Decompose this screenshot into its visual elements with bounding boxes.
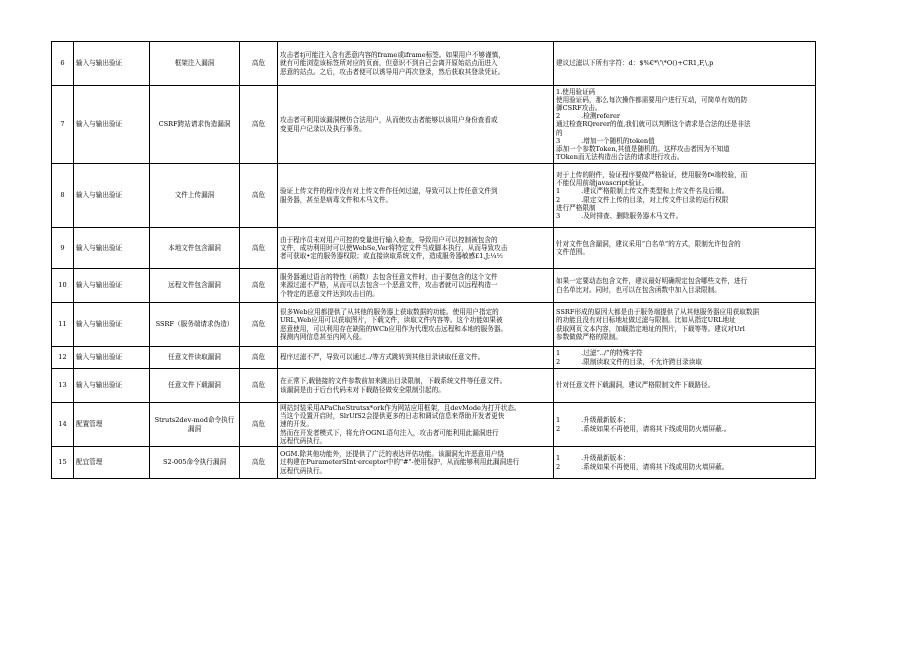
text-line: 的功能且没有对目标地址做过滤与限制。比如从指定URL地址 bbox=[556, 316, 736, 325]
text-line: 进行严格限制 bbox=[556, 203, 596, 212]
table-row bbox=[52, 369, 816, 403]
text-line: 白名单比对。同时，也可以在包含函数中加入目录限制。 bbox=[556, 285, 721, 294]
text-line: 2 .限定文件上传的目录，对上传文件目录的运行权限 bbox=[556, 195, 729, 204]
row-risk-level: 高危 bbox=[240, 347, 278, 369]
row-vuln-name: Struts2dev-mod命令执行漏洞 bbox=[150, 403, 240, 447]
text-line: 过构建在PurameterSInt·erceptor中的"#"-使用保护，从而能够利用此漏洞进行 bbox=[280, 458, 520, 467]
text-line: 参数做做严格的限制。 bbox=[556, 332, 622, 341]
text-line: 3 .及时排查、删除服务器木马文件。 bbox=[556, 211, 683, 220]
row-risk-level: 高危 bbox=[240, 164, 278, 228]
text-line: 恶意的站点。之后，攻击者便可以诱导用户再次登录，然后获取其登录凭证。 bbox=[280, 67, 505, 76]
table-row bbox=[52, 228, 816, 269]
text-line: 然而在开发者模式下，将允许OGNL语句注入，攻击者可能利用此漏洞进行 bbox=[280, 428, 499, 437]
row-remediation bbox=[554, 347, 816, 369]
vulnerability-table bbox=[51, 41, 816, 479]
table-row bbox=[52, 347, 816, 369]
row-risk-level: 高危 bbox=[240, 303, 278, 347]
text-line: 探测内网信息甚至内网入侵。 bbox=[280, 332, 366, 341]
row-number: 7 bbox=[52, 86, 74, 164]
row-category: 输入与输出验证 bbox=[74, 369, 150, 403]
text-line: SSRF形成的原因大都是由于服务端提供了从其他服务器应用获取数据 bbox=[556, 308, 760, 317]
text-line: 攻击者可利用该漏洞模仿合法用户，从而使攻击者能够以该用户身份查看或 bbox=[280, 116, 498, 125]
row-description bbox=[278, 86, 554, 164]
text-line: 针对任意文件下载漏洞，建议严格限制文件下载路径。 bbox=[556, 381, 715, 390]
text-line: TOken而无法构造出合法的请求进行攻击。 bbox=[556, 152, 684, 161]
row-category: 输入与输出验证 bbox=[74, 42, 150, 86]
text-line: 2 .检测referer bbox=[556, 112, 621, 121]
table-row bbox=[52, 303, 816, 347]
row-number: 12 bbox=[52, 347, 74, 369]
row-remediation bbox=[554, 86, 816, 164]
row-vuln-name: S2-005命令执行漏洞 bbox=[150, 447, 240, 479]
row-vuln-name: 任意文件读取漏洞 bbox=[150, 347, 240, 369]
table-row bbox=[52, 164, 816, 228]
text-line: 远程代码执行。 bbox=[280, 466, 327, 475]
row-number: 8 bbox=[52, 164, 74, 228]
text-line: URL,Web应用可以获取图片，下载文件，读取文件内容等。这个功能如果被 bbox=[280, 316, 503, 325]
text-line: 添加一个参数Token,其值是随机的。这样攻击者因为不知道 bbox=[556, 144, 730, 153]
row-number: 15 bbox=[52, 447, 74, 479]
row-remediation bbox=[554, 403, 816, 447]
row-category: 输入与输出验证 bbox=[74, 86, 150, 164]
text-line: 来源过滤不严格，从而可以去包含一个恶意文件，攻击者就可以远程构造一 bbox=[280, 281, 498, 290]
text-line: 验证上传文件的程序没有对上传文件作任何过滤，导致可以上传任意文件到 bbox=[280, 187, 498, 196]
text-line: 不能仅用前端javascript验证。 bbox=[556, 179, 649, 188]
row-category: 输入与输出验证 bbox=[74, 347, 150, 369]
row-description bbox=[278, 347, 554, 369]
row-category: 输入与输出验证 bbox=[74, 164, 150, 228]
text-line: 通过检查RQrerer的值,我们就可以判断这个请求是合法的还是非法 bbox=[556, 120, 751, 129]
text-line: 针对文件包含漏洞，建议采用“白名单”的方式，限制允许包含的 bbox=[556, 239, 741, 248]
row-number: 9 bbox=[52, 228, 74, 269]
row-risk-level: 高危 bbox=[240, 86, 278, 164]
row-category: 输入与输出验证 bbox=[74, 269, 150, 303]
row-description bbox=[278, 403, 554, 447]
text-line: 1 .升级最新版本； bbox=[556, 416, 630, 425]
text-line: 个特定的恶意文件达到攻击目的。 bbox=[280, 289, 379, 298]
row-vuln-name: 框架注入漏洞 bbox=[150, 42, 240, 86]
row-remediation bbox=[554, 369, 816, 403]
text-line: 服务器，甚至是病毒文件和木马文件。 bbox=[280, 195, 393, 204]
row-vuln-name: CSRF跨站请求伪造漏洞 bbox=[150, 86, 240, 164]
text-line: 使用验证码，那么每次操作都需要用户进行互动，可简单有效的防 bbox=[556, 96, 748, 105]
text-line: 获取网页文本内容，加载指定地址的图片，下载等等。建议对Url bbox=[556, 324, 745, 333]
table-row bbox=[52, 403, 816, 447]
text-line: 1 .过滤“../”的特殊字符 bbox=[556, 349, 643, 358]
text-line: 该漏洞是由于后台代码未对下载路径做安全限制引起的。 bbox=[280, 385, 445, 394]
text-line: 就有可能浏览该标签所对应的页面，但意识不到自己会离开原始站点而进入 bbox=[280, 59, 498, 68]
text-line: 者可获取•定的服务器权限；或直接读取系统文件，造成服务器敏感£1,J;¼½ bbox=[280, 252, 503, 261]
row-remediation bbox=[554, 42, 816, 86]
text-line: 恶意使用，可以利用存在缺陷的WCb应用作为代理攻击远程和本地的服务器。 bbox=[280, 324, 508, 333]
text-line: 远程代码执行。 bbox=[280, 436, 327, 445]
text-line: 当这个设置开启时，SlrUfS2会提供更多的日志和调试信息来帮助开发者更快 bbox=[280, 412, 505, 421]
row-number: 13 bbox=[52, 369, 74, 403]
text-line: 的 bbox=[556, 128, 563, 137]
text-line: 文件，成功利用时可以使WebSe,Ver将特定文件当成脚本执行，从而导致攻击 bbox=[280, 243, 508, 252]
text-line: 对于上传的附件，验证程序要做严格验证，使用服务f¤端校验，而 bbox=[556, 171, 748, 180]
text-line: 攻击者‡j可能注入含有恶意内容的frame或iframe标签。如果用户不够谨慎， bbox=[280, 51, 505, 60]
table-row bbox=[52, 269, 816, 303]
text-line: 建议过滤以下所有字符：d：$%€*\'\*O()+CR1,F,\,p bbox=[556, 59, 714, 68]
row-remediation bbox=[554, 164, 816, 228]
row-vuln-name: 本地文件包含漏洞 bbox=[150, 228, 240, 269]
row-vuln-name: 远程文件包含漏洞 bbox=[150, 269, 240, 303]
row-risk-level: 高危 bbox=[240, 269, 278, 303]
text-line: 2 .系统如果不再使用，请将其下线或用防火墙屏蔽。 bbox=[556, 462, 729, 471]
row-number: 11 bbox=[52, 303, 74, 347]
row-vuln-name: 文件上传漏洞 bbox=[150, 164, 240, 228]
row-risk-level: 高危 bbox=[240, 403, 278, 447]
text-line: 1.使用验证码 bbox=[556, 88, 596, 97]
row-risk-level: 高危 bbox=[240, 369, 278, 403]
text-line: 3 .增加一个随机的token值 bbox=[556, 136, 655, 145]
text-line: 网站封装采用APaCheStrutsx*ork作为网站应用框架，且devMode为打开状态。 bbox=[280, 404, 521, 413]
table-row bbox=[52, 86, 816, 164]
row-description bbox=[278, 228, 554, 269]
row-risk-level: 高危 bbox=[240, 42, 278, 86]
row-category: 配宜管理 bbox=[74, 447, 150, 479]
row-category: 输入与输出验证 bbox=[74, 303, 150, 347]
row-risk-level: 高危 bbox=[240, 447, 278, 479]
text-line: 在正常下,载链接的文件参数前加来跳出目录限制，下载系统文件等任意文件。 bbox=[280, 377, 507, 386]
row-vuln-name: SSRF（服务端请求伪造） bbox=[150, 303, 240, 347]
text-line: 服务器通过语言的特性（函数）去包含任意文件时，由于要包含的这个文件 bbox=[280, 273, 498, 282]
row-description bbox=[278, 369, 554, 403]
text-line: 2 .系统如果不再使用，请将其下线或用防火墙屏蔽.。 bbox=[556, 424, 731, 433]
row-number: 10 bbox=[52, 269, 74, 303]
row-number: 14 bbox=[52, 403, 74, 447]
row-risk-level: 高危 bbox=[240, 228, 278, 269]
text-line: 如果一定要动态包含文件，建议最好明确规定包含哪些文件，进行 bbox=[556, 277, 748, 286]
row-remediation bbox=[554, 447, 816, 479]
row-number: 6 bbox=[52, 42, 74, 86]
row-category: 配置管理 bbox=[74, 403, 150, 447]
text-line: 很多Web应用都提供了从其他的服务器上获取数据的功能。使用用户指定的 bbox=[280, 308, 499, 317]
text-line: 1 .建议严格限制上传文件类型和上传文件名及后缀。 bbox=[556, 187, 729, 196]
text-line: 由于程序员未对用户可控的变量进行输入检查，导致用户可以控制被包含的 bbox=[280, 235, 498, 244]
table-row bbox=[52, 42, 816, 86]
text-line: 文件范围。 bbox=[556, 248, 589, 256]
text-line: 2 .限制读取文件的目录，不允许跨目录读取 bbox=[556, 357, 702, 366]
table-row bbox=[52, 447, 816, 479]
row-vuln-name: 任意文件下载漏洞 bbox=[150, 369, 240, 403]
text-line: OGM.除其他功能外，还提供了广泛的表达评估功能。该漏洞允许恶意用户绕 bbox=[280, 450, 504, 459]
row-category: 输入与输出验证 bbox=[74, 228, 150, 269]
row-description bbox=[278, 303, 554, 347]
row-description bbox=[278, 447, 554, 479]
text-line: 程序过滤不严，导致可以通过../等方式跳转到其他目录读取任意文件。 bbox=[280, 353, 485, 362]
row-description bbox=[278, 269, 554, 303]
row-remediation bbox=[554, 303, 816, 347]
text-line: 速的开发。 bbox=[280, 420, 313, 429]
row-remediation bbox=[554, 228, 816, 269]
row-description bbox=[278, 164, 554, 228]
text-line: 1 .升级最新版本： bbox=[556, 454, 630, 463]
text-line: 御CSRF攻击。 bbox=[556, 104, 602, 113]
row-remediation bbox=[554, 269, 816, 303]
text-line: 变更用户记录以及执行事务。 bbox=[280, 124, 366, 133]
row-description bbox=[278, 42, 554, 86]
